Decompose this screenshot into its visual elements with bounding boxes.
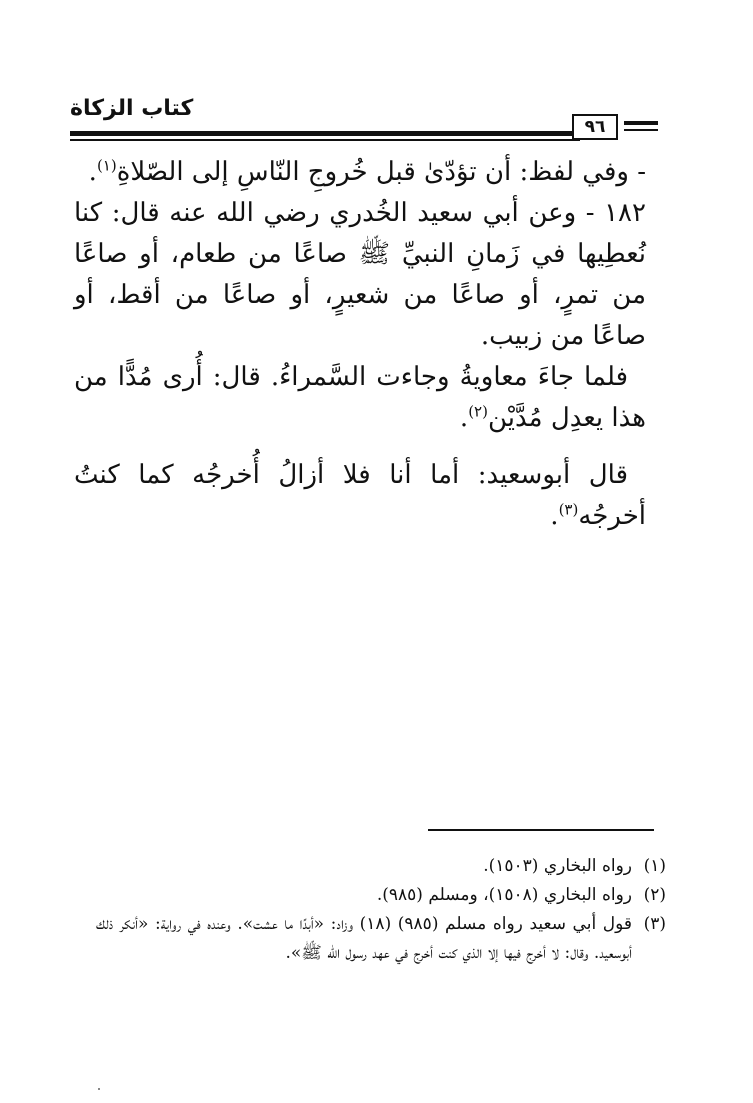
paragraph-1-period: . bbox=[88, 157, 97, 187]
page-header bbox=[70, 96, 660, 146]
footnote-mark-3[interactable]: (٣) bbox=[558, 500, 579, 519]
running-title: كتاب الزكاة bbox=[70, 96, 194, 121]
footnote-number: (٣) bbox=[643, 914, 666, 934]
header-rule-thick bbox=[70, 131, 580, 136]
paragraph-3-text: فلما جاءَ معاويةُ وجاءت السَّمراءُ. قال: أُرى مُدًّا من هذا يعدِل مُدَّيْن bbox=[74, 362, 646, 433]
paragraph-4 bbox=[74, 455, 646, 537]
footnote-separator bbox=[428, 829, 654, 831]
footnote-3 bbox=[96, 910, 666, 968]
header-dash-thick bbox=[624, 121, 658, 125]
footnote-mark-1[interactable]: (١) bbox=[96, 156, 117, 175]
paragraph-1-text: - وفي لفظ: أن تؤدّىٰ قبل خُروجِ النّاسِ إلى الصّلاةِ bbox=[116, 157, 646, 187]
footnote-1 bbox=[96, 852, 666, 881]
paragraph-1 bbox=[74, 152, 646, 193]
paragraph-4-period: . bbox=[550, 501, 559, 531]
header-dash-thin bbox=[624, 129, 658, 131]
paragraph-4-text: قال أبوسعيد: أما أنا فلا أزالُ أُخرجُه كما كنتُ أخرجُه bbox=[74, 460, 646, 531]
footnote-2 bbox=[96, 881, 666, 910]
paragraph-3 bbox=[74, 357, 646, 439]
main-text bbox=[74, 152, 646, 537]
footnotes bbox=[96, 852, 666, 968]
footnote-mark-2[interactable]: (٢) bbox=[468, 402, 488, 421]
footnote-text: رواه البخاري (١٥٠٣). bbox=[483, 856, 632, 876]
paragraph-3-period: . bbox=[459, 403, 469, 433]
header-rule-thin bbox=[70, 139, 580, 141]
footnote-text: قول أبي سعيد رواه مسلم (٩٨٥) (١٨) وزاد: «أبدًا ما عشت». وعنده في رواية: «أنكر ذلك أبوسعيد. وقال: لا أخرج فيها إلا الذي كنت أخرج في عهد رسول الله ﷺ». bbox=[96, 914, 633, 963]
footnote-number: (٢) bbox=[643, 885, 666, 905]
paragraph-2-text: ١٨٢ - وعن أبي سعيد الخُدري رضي الله عنه قال: كنا نُعطِيها في زَمانِ النبيِّ ﷺ صاعًا من طعام، أو صاعًا من تمرٍ، أو صاعًا من شعيرٍ، أو صاعًا من أقط، أو صاعًا من زبيب. bbox=[74, 198, 646, 351]
footnote-text: رواه البخاري (١٥٠٨)، ومسلم (٩٨٥). bbox=[376, 885, 632, 905]
scan-speck bbox=[98, 1088, 100, 1090]
footnote-number: (١) bbox=[643, 856, 666, 876]
page-number: ٩٦ bbox=[572, 114, 618, 140]
paragraph-2 bbox=[74, 193, 646, 357]
